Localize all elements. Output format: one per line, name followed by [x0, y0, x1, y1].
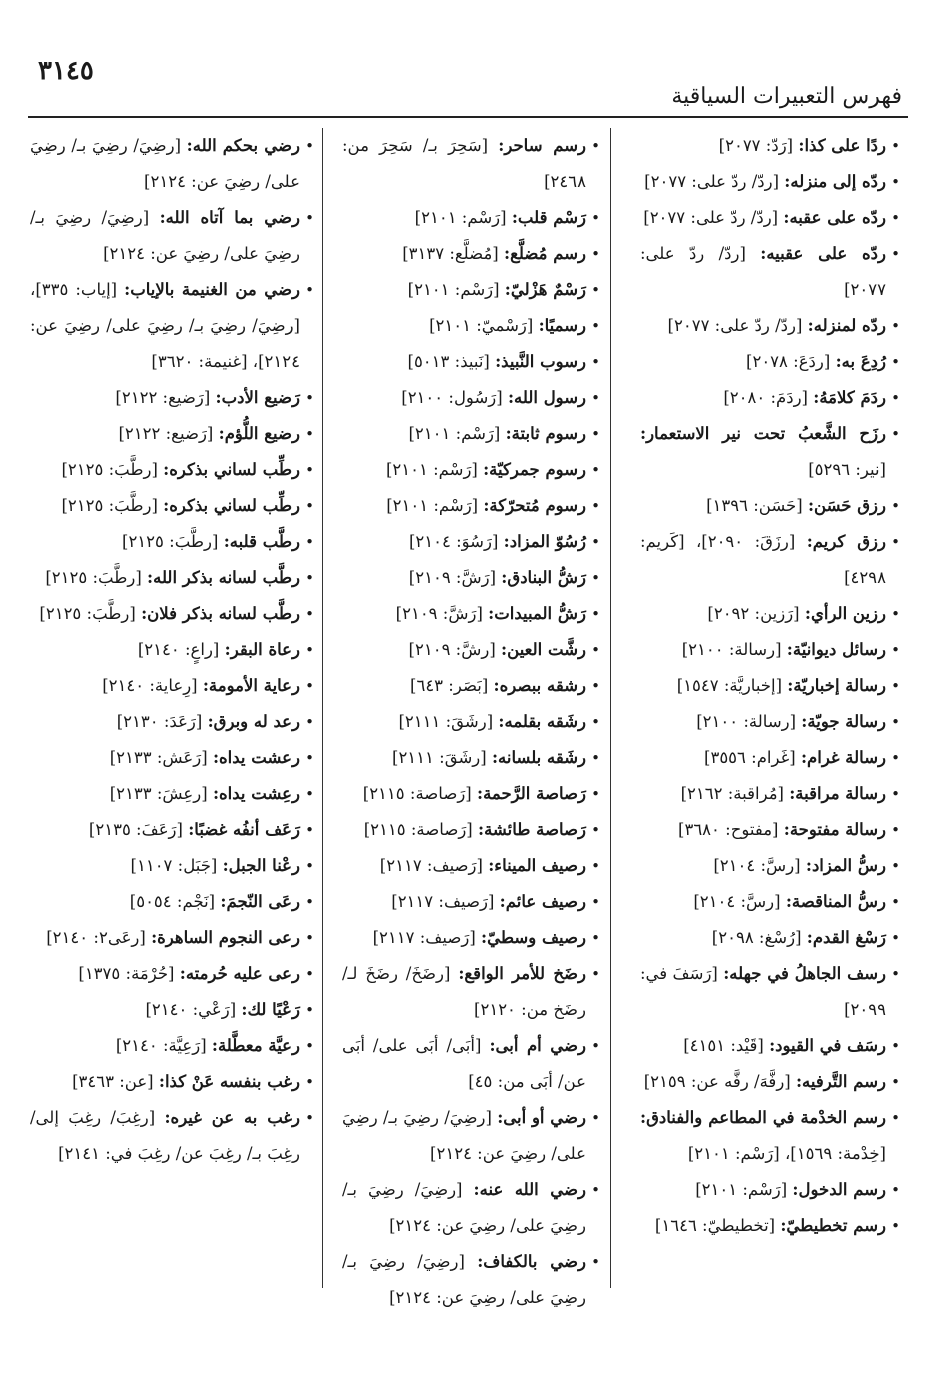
index-term: رضي الله عنه: [473, 1180, 586, 1199]
index-reference: [رعِشَ: ٢١٣٣] [109, 784, 213, 803]
index-entry [342, 632, 600, 668]
index-term: ردّه لمنزله: [807, 316, 886, 335]
index-entry [342, 488, 600, 524]
index-term: رَسْم قلب: [511, 208, 586, 227]
index-term: رضَخ للأمر الواقع: [458, 964, 586, 983]
header-rule [28, 116, 908, 118]
index-term: رسم تخطيطيّ: [780, 1216, 886, 1235]
index-reference: [نَجْم: ٥٠٥٤] [129, 892, 221, 911]
index-entry [342, 848, 600, 884]
index-term: رَشُّ البنادق: [501, 568, 586, 587]
index-entry [30, 272, 314, 380]
index-entry [640, 632, 900, 668]
index-term: رَعْيًا لك: [241, 1000, 300, 1019]
column-divider [322, 128, 323, 1288]
index-entry [30, 740, 314, 776]
index-term: رُدِعَ به: [835, 352, 886, 371]
index-entry [30, 1028, 314, 1064]
index-term: رشَّت العين: [501, 640, 586, 659]
index-term: رزين الرأي: [804, 604, 886, 623]
index-term: رسالة مراقبة: [789, 784, 886, 803]
index-reference: [رَسُول: ٢١٠٠] [401, 388, 508, 407]
index-term: رضي أو أبى: [497, 1108, 586, 1127]
index-column-middle [342, 128, 600, 1316]
index-reference: [ردّ/ ردّ على: ٢٠٧٧] [644, 172, 785, 191]
index-entry [30, 452, 314, 488]
index-entry [640, 668, 900, 704]
index-term: ردّه إلى منزله: [784, 172, 886, 191]
index-entry [342, 236, 600, 272]
index-term: رضيع اللُّؤم: [218, 424, 300, 443]
index-term: رزق كريم: [806, 532, 886, 551]
index-entry [640, 884, 900, 920]
index-reference: [قَيْد: ٤١٥١] [683, 1036, 770, 1055]
index-term: رسوم ثابتة: [505, 424, 586, 443]
index-term: رطَّب قلبه: [223, 532, 300, 551]
index-term: رسميًا: [538, 316, 586, 335]
index-entry [342, 560, 600, 596]
index-entry [30, 488, 314, 524]
index-entry [30, 200, 314, 272]
index-reference: [رَسْم: ٢١٠١] [414, 208, 512, 227]
index-reference: [رَصيف: ٢١١٧] [391, 892, 500, 911]
index-entry [30, 560, 314, 596]
index-entry [342, 128, 600, 200]
index-entry [640, 524, 900, 596]
index-term: رعشت يداه: [212, 748, 300, 767]
index-entry [640, 776, 900, 812]
index-column-left [30, 128, 314, 1172]
index-entry [342, 1100, 600, 1172]
index-reference: [ردّ/ ردّ على: ٢٠٧٧] [640, 244, 886, 299]
index-reference: [رضِيَ/ رضِيَ بـ/ رضِيَ على/ رضِيَ عن: ٢١٢٤] [342, 1180, 586, 1235]
index-term: رعى عليه حُرمته: [179, 964, 300, 983]
index-reference: [حَسَن: ١٣٩٦] [706, 496, 808, 515]
column-divider [610, 128, 611, 1288]
index-reference: [بَصَر: ٦٤٣] [410, 676, 494, 695]
index-reference: [رَصاصة: ٢١١٥] [362, 784, 477, 803]
index-reference: [رَسَفَ في: ٢٠٩٩] [640, 964, 886, 1019]
index-term: رُسُوّ المزاد: [503, 532, 586, 551]
index-reference: [راعٍ: ٢١٤٠] [137, 640, 225, 659]
index-reference: [ردّ/ ردّ على: ٢٠٧٧] [643, 208, 784, 227]
index-term: رزق حَسَن: [807, 496, 886, 515]
index-reference: [رضِيَ/ رضِيَ بـ/ رضِيَ على/ رضِيَ عن: ٢١٢٤] [30, 208, 300, 263]
index-entry [342, 452, 600, 488]
index-entry [30, 380, 314, 416]
index-entry [342, 272, 600, 308]
index-term: رَعَف أنفُه غضبًا: [188, 820, 300, 839]
index-entry [30, 848, 314, 884]
index-entry [30, 668, 314, 704]
index-reference: [رَسْم: ٢١٠١] [407, 280, 505, 299]
index-reference: [رطَّبَ: ٢١٢٥] [39, 604, 142, 623]
index-entry [342, 740, 600, 776]
index-entry [342, 956, 600, 1028]
index-reference: [رعَى٢: ٢١٤٠] [46, 928, 152, 947]
index-reference: [رَسُوَ: ٢١٠٤] [408, 532, 504, 551]
index-term: رسم الدخول: [792, 1180, 886, 1199]
running-head-title: فهرس التعبيرات السياقية [671, 84, 902, 109]
index-term: رصيف عائم: [499, 892, 586, 911]
index-term: رسول الله: [507, 388, 586, 407]
index-term: رضي أم أبى: [489, 1036, 586, 1055]
index-term: رصيف وسطيّ: [481, 928, 586, 947]
index-reference: [رَعَفَ: ٢١٣٥] [88, 820, 189, 839]
index-reference: [رطَّبَ: ٢١٢٥] [45, 568, 148, 587]
index-reference: [رسالة: ٢١٠٠] [696, 712, 802, 731]
index-entry [640, 200, 900, 236]
index-term: ردّه على عقبيه: [760, 244, 886, 263]
page-number: ٣١٤٥ [38, 56, 94, 86]
index-entry [30, 416, 314, 452]
index-entry [640, 1100, 900, 1172]
index-entry [640, 1028, 900, 1064]
index-reference: [رُسْغ: ٢٠٩٨] [711, 928, 807, 947]
index-reference: [رَسْم: ٢١٠١] [386, 496, 484, 515]
index-entry [640, 164, 900, 200]
index-entry [30, 704, 314, 740]
index-entry [342, 776, 600, 812]
index-reference: [رزَقَ: ٢٠٩٠]، [كَريم: ٤٢٩٨] [640, 532, 886, 587]
index-term: ردَمَ كلامَهُ: [813, 388, 886, 407]
index-entry [342, 344, 600, 380]
index-entry [640, 920, 900, 956]
index-term: رغب به عن غيره: [164, 1108, 300, 1127]
index-term: رسم الخدْمة في المطاعم والفنادق: [640, 1108, 886, 1127]
index-entry [342, 200, 600, 236]
index-entry [640, 596, 900, 632]
index-term: رضي بالكفاف: [477, 1252, 586, 1271]
index-term: رصيف الميناء: [488, 856, 586, 875]
index-term: رسالة جويّة: [801, 712, 886, 731]
index-term: رعَى النّجمَ: [220, 892, 300, 911]
index-term: ردّه على عقبه: [783, 208, 886, 227]
index-term: رعد له وبرق: [207, 712, 300, 731]
index-reference: [سَحِرَ بـ/ سَحِرَ من: ٢٤٦٨] [342, 136, 586, 191]
index-term: رسَف في القيود: [769, 1036, 886, 1055]
index-reference: [رَصيف: ٢١١٧] [379, 856, 489, 875]
index-term: رطَّب لسانه بذكر فلان: [141, 604, 300, 623]
index-reference: [رضِيَ/ رضِيَ بـ/ رضِيَ على/ رضِيَ عن: ٢١٢٤] [342, 1252, 586, 1307]
index-term: رَسْغ القدم: [806, 928, 886, 947]
index-reference: [رطَّبَ: ٢١٢٥] [61, 496, 164, 515]
index-entry [342, 884, 600, 920]
index-entry [30, 128, 314, 200]
index-term: رغب بنفسه عَنْ كذا: [158, 1072, 300, 1091]
index-term: رسائل ديوانيّة: [786, 640, 886, 659]
index-term: رسالة غرام: [800, 748, 886, 767]
index-entry [342, 596, 600, 632]
index-entry [640, 128, 900, 164]
index-term: رشَقه بقلمه: [498, 712, 586, 731]
index-term: رسوم مُتحرّكة: [483, 496, 586, 515]
index-entry [640, 956, 900, 1028]
index-reference: [رفَّهَ/ رفَّه عن: ٢١٥٩] [643, 1072, 796, 1091]
index-reference: [رشَقَ: ٢١١١] [398, 712, 499, 731]
index-entry [640, 1172, 900, 1208]
index-term: رزَح الشَّعبُ تحت نير الاستعمار: [640, 424, 886, 443]
index-reference: [رَشَّ: ٢١٠٩] [395, 604, 489, 623]
index-entry [342, 524, 600, 560]
index-reference: [نَبيذ: ٥٠١٣] [407, 352, 496, 371]
index-entry [640, 344, 900, 380]
index-term: رشَقه بلسانه: [491, 748, 586, 767]
index-entry [30, 956, 314, 992]
index-reference: [رَضيع: ٢١٢٢] [118, 424, 219, 443]
index-reference: [رِعاية: ٢١٤٠] [102, 676, 203, 695]
index-entry [640, 488, 900, 524]
index-entry [342, 380, 600, 416]
index-term: رعاة البقر: [224, 640, 300, 659]
index-reference: [رَصيف: ٢١١٧] [372, 928, 482, 947]
index-term: رسُّ المناقصة: [785, 892, 886, 911]
index-term: رطِّب لساني بذكره: [163, 496, 300, 515]
index-reference: [مُراقبة: ٢١٦٢] [680, 784, 790, 803]
index-reference: [إياب: ٣٣٥]، [رضِيَ/ رضِيَ بـ/ رضِيَ على/ رضِيَ عن: ٢١٢٤]، [غنيمة: ٣٦٢٠] [30, 280, 300, 371]
index-term: رعى النجوم الساهرة: [151, 928, 300, 947]
index-entry [640, 416, 900, 488]
index-entry [342, 416, 600, 452]
index-term: رسوب النَّبيذ: [495, 352, 586, 371]
index-term: رسالة مفتوحة: [783, 820, 886, 839]
index-reference: [ردَعَ: ٢٠٧٨] [746, 352, 836, 371]
index-reference: [رشَّ: ٢١٠٩] [408, 640, 502, 659]
index-reference: [أبَى/ أبَى على/ أبَى عن/ أبَى من: ٤٥] [342, 1036, 586, 1091]
index-reference: [رَضيع: ٢١٢٢] [115, 388, 216, 407]
index-term: رَسْمٌ هَزْليّ: [504, 280, 586, 299]
index-reference: [رَصاصة: ٢١١٥] [363, 820, 478, 839]
index-reference: [رَعَش: ٢١٣٣] [109, 748, 213, 767]
index-reference: [رَعِيَّة: ٢١٤٠] [115, 1036, 212, 1055]
index-entry [30, 1064, 314, 1100]
index-entry [640, 1208, 900, 1244]
index-column-right [640, 128, 900, 1244]
index-reference: [رَسْميّ: ٢١٠١] [429, 316, 539, 335]
index-reference: [رسَّ: ٢١٠٤] [713, 856, 806, 875]
index-reference: [جَبَل: ١١٠٧] [130, 856, 223, 875]
index-entry [640, 848, 900, 884]
index-reference: [رضَخَ/ رضَخَ لـ/ رضَخ من: ٢١٢٠] [342, 964, 586, 1019]
index-reference: [خِدْمة: ١٥٦٩]، [رَسْم: ٢١٠١] [687, 1144, 886, 1163]
index-reference: [رَسْم: ٢١٠١] [385, 460, 484, 479]
index-entry [342, 668, 600, 704]
index-entry [640, 740, 900, 776]
index-term: رسُّ المزاد: [805, 856, 886, 875]
index-reference: [ردَمَ: ٢٠٨٠] [723, 388, 814, 407]
index-reference: [رَزين: ٢٠٩٢] [707, 604, 805, 623]
index-entry [640, 236, 900, 308]
index-reference: [عن: ٣٤٦٣] [72, 1072, 159, 1091]
index-term: ردًا على كذا: [798, 136, 886, 155]
index-reference: [رسَّ: ٢١٠٤] [693, 892, 786, 911]
index-reference: [رطَّبَ: ٢١٢٥] [61, 460, 164, 479]
index-entry [640, 1064, 900, 1100]
index-entry [342, 812, 600, 848]
index-entry [30, 884, 314, 920]
index-reference: [رطَّبَ: ٢١٢٥] [122, 532, 224, 551]
index-reference: [حُرْمَة: ١٣٧٥] [78, 964, 180, 983]
index-term: رعاية الأمومة: [202, 676, 300, 695]
index-entry [342, 1172, 600, 1244]
index-entry [342, 1028, 600, 1100]
index-reference: [رسالة: ٢١٠٠] [681, 640, 787, 659]
index-reference: [ردّ/ ردّ على: ٢٠٧٧] [667, 316, 808, 335]
index-term: رسالة إخباريّة: [787, 676, 886, 695]
index-term: رَصاصة طائشة: [477, 820, 586, 839]
index-term: رسم ساحر: [498, 136, 586, 155]
index-term: رسم التَّرفيه: [795, 1072, 886, 1091]
index-term: رعيَّة معطَّلة: [211, 1036, 300, 1055]
index-reference: [رَعَدَ: ٢١٣٠] [116, 712, 208, 731]
index-entry [342, 1244, 600, 1316]
index-reference: [رغِبَ/ رغِبَ إلى/ رغِبَ بـ/ رغِبَ عن/ رغِبَ في: ٢١٤١] [30, 1108, 300, 1163]
index-term: رضي بما آتاه الله: [159, 208, 300, 227]
index-term: رطَّب لسانه بذكر الله: [147, 568, 300, 587]
index-entry [640, 308, 900, 344]
index-term: رعِشت يداه: [212, 784, 300, 803]
index-reference: [رضِيَ/ رضِيَ بـ/ رضِيَ على/ رضِيَ عن: ٢١٢٤] [342, 1108, 586, 1163]
index-reference: [رضِيَ/ رضِيَ بـ/ رضِيَ على/ رضِيَ عن: ٢١٢٤] [30, 136, 300, 191]
index-term: رسف الجاهلُ في جهله: [723, 964, 886, 983]
index-term: رعْنا الجبل: [222, 856, 300, 875]
index-reference: [رَسْم: ٢١٠١] [695, 1180, 793, 1199]
index-entry [30, 920, 314, 956]
index-term: رَصاصة الرَّحمة: [477, 784, 586, 803]
index-term: رشقه ببصره: [493, 676, 586, 695]
index-entry [30, 596, 314, 632]
index-reference: [مفتوح: ٣٦٨٠] [678, 820, 784, 839]
index-reference: [رَعْي: ٢١٤٠] [145, 1000, 242, 1019]
index-reference: [رَشَّ: ٢١٠٩] [408, 568, 502, 587]
index-entry [30, 1100, 314, 1172]
index-entry [640, 812, 900, 848]
index-reference: [إخباريَّة: ١٥٤٧] [676, 676, 788, 695]
index-entry [30, 992, 314, 1028]
index-reference: [نير: ٥٢٩٦] [808, 460, 886, 479]
index-reference: [مُضلَّع: ٣١٣٧] [402, 244, 504, 263]
index-term: رسوم جمركيّة: [483, 460, 586, 479]
index-term: رضي من الغنيمة بالإياب: [124, 280, 300, 299]
index-term: رَضيع الأدب: [215, 388, 300, 407]
index-entry [30, 524, 314, 560]
index-entry [342, 920, 600, 956]
index-term: رسم مُضلَّع: [503, 244, 586, 263]
index-entry [30, 632, 314, 668]
index-entry [640, 704, 900, 740]
index-term: رضي بحكم الله: [186, 136, 300, 155]
index-reference: [رَدّ: ٢٠٧٧] [718, 136, 799, 155]
index-entry [640, 380, 900, 416]
index-term: رطِّب لساني بذكره: [163, 460, 300, 479]
index-term: رَشُّ المبيدات: [488, 604, 586, 623]
index-reference: [تخطيطيّ: ١٦٤٦] [654, 1216, 781, 1235]
index-reference: [رَسْم: ٢١٠١] [408, 424, 506, 443]
index-entry [30, 776, 314, 812]
index-entry [30, 812, 314, 848]
index-reference: [غَرام: ٣٥٥٦] [704, 748, 801, 767]
index-entry [342, 308, 600, 344]
index-reference: [رشَقَ: ٢١١١] [392, 748, 492, 767]
index-entry [342, 704, 600, 740]
